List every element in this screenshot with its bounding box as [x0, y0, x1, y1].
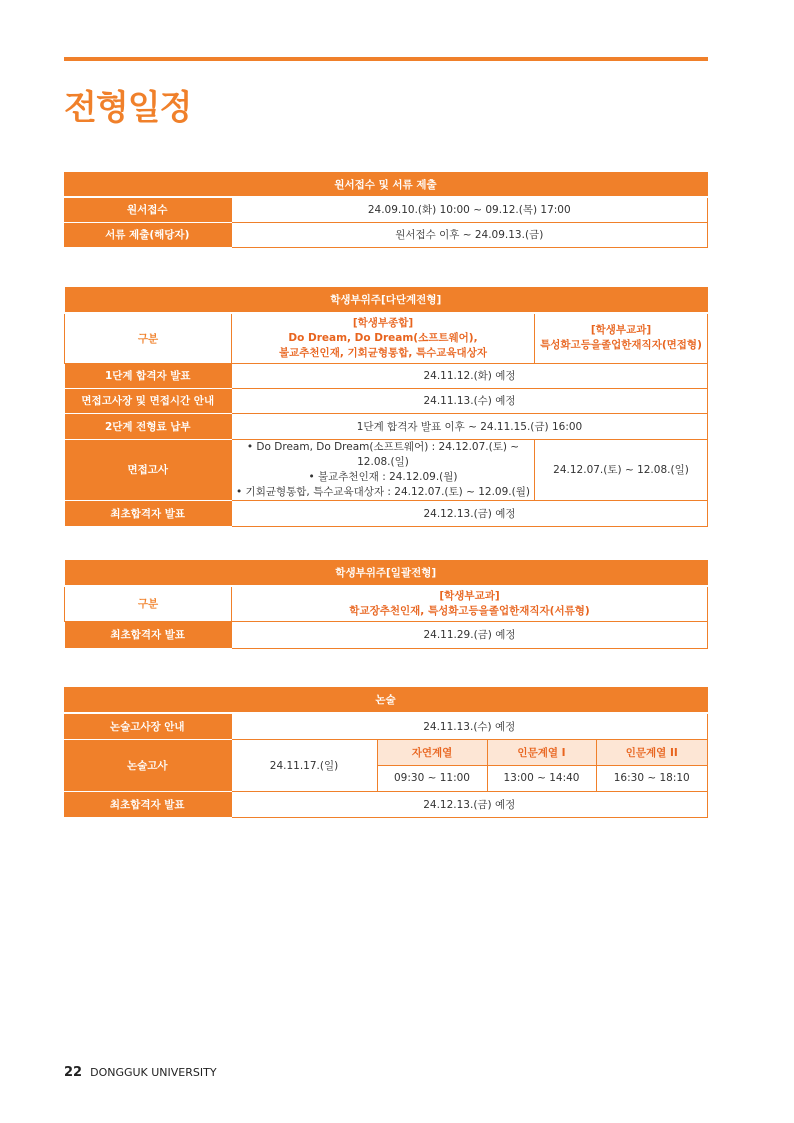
group-time: 09:30 ~ 11:00	[377, 765, 487, 791]
group-header: 자연계열	[377, 739, 487, 765]
row-value: 24.12.13.(금) 예정	[231, 791, 708, 817]
row-label: 최초합격자 발표	[64, 791, 231, 817]
column-header-comprehensive	[232, 313, 535, 363]
multi-stage-table	[64, 287, 708, 527]
row-value: 24.09.10.(화) 10:00 ~ 09.12.(목) 17:00	[231, 197, 708, 222]
exam-date: 24.11.17.(일)	[231, 739, 377, 791]
group-time: 13:00 ~ 14:40	[487, 765, 596, 791]
table-title: 원서접수 및 서류 제출	[64, 172, 708, 197]
application-table	[64, 172, 708, 248]
row-value: 24.11.13.(수) 예정	[232, 388, 708, 413]
row-value: 24.11.13.(수) 예정	[231, 713, 708, 739]
list-item: • 기회균형통합, 특수교육대상자 : 24.12.07.(토) ~ 12.09.(월)	[236, 485, 530, 498]
header-line: 불교추천인재, 기회균형통합, 특수교육대상자	[278, 346, 487, 359]
row-label: 2단계 전형료 납부	[65, 413, 232, 439]
table-title: 학생부위주[일괄전형]	[65, 560, 708, 586]
header-line: [학생부교과]	[590, 324, 652, 337]
list-item: • Do Dream, Do Dream(소프트웨어) : 24.12.07.(토) ~ 12.08.(일)	[246, 440, 520, 468]
column-header-subject	[535, 313, 708, 363]
row-label: 서류 제출(해당자)	[64, 222, 231, 247]
row-label: 면접고사장 및 면접시간 안내	[65, 388, 232, 413]
header-line: Do Dream, Do Dream(소프트웨어),	[288, 331, 478, 344]
header-line: [학생부종합]	[352, 316, 414, 329]
row-label: 최초합격자 발표	[65, 621, 232, 648]
page-number: 22	[64, 1065, 83, 1080]
row-value: 원서접수 이후 ~ 24.09.13.(금)	[231, 222, 708, 247]
row-value: 24.11.29.(금) 예정	[232, 621, 708, 648]
list-item: • 불교추천인재 : 24.12.09.(월)	[308, 470, 458, 483]
page-title: 전형일정	[64, 88, 192, 128]
row-value: 24.12.07.(토) ~ 12.08.(일)	[535, 439, 708, 500]
row-label: 논술고사	[64, 739, 231, 791]
table-title: 논술	[64, 687, 708, 713]
group-header: 인문계열 I	[487, 739, 596, 765]
row-value: 1단계 합격자 발표 이후 ~ 24.11.15.(금) 16:00	[232, 413, 708, 439]
row-value: 24.11.12.(화) 예정	[232, 363, 708, 388]
group-time: 16:30 ~ 18:10	[596, 765, 708, 791]
page-footer	[64, 1065, 217, 1080]
header-line: 학교장추천인재, 특성화고등을졸업한재직자(서류형)	[349, 604, 590, 617]
row-value: 24.12.13.(금) 예정	[232, 500, 708, 526]
top-rule	[64, 57, 708, 61]
header-label: 구분	[65, 586, 232, 621]
header-label: 구분	[65, 313, 232, 363]
row-label: 1단계 합격자 발표	[65, 363, 232, 388]
interview-schedule-list	[232, 439, 535, 500]
row-label: 최초합격자 발표	[65, 500, 232, 526]
table-title: 학생부위주[다단계전형]	[65, 287, 708, 313]
single-stage-table	[64, 560, 708, 649]
publisher-name: DONGGUK UNIVERSITY	[90, 1066, 217, 1079]
group-header: 인문계열 II	[596, 739, 708, 765]
row-label: 면접고사	[65, 439, 232, 500]
row-label: 원서접수	[64, 197, 231, 222]
essay-table	[64, 687, 708, 818]
header-line: 특성화고등을졸업한재직자(면접형)	[540, 339, 702, 352]
header-line: [학생부교과]	[439, 589, 500, 602]
row-label: 논술고사장 안내	[64, 713, 231, 739]
column-header-subject	[232, 586, 708, 621]
